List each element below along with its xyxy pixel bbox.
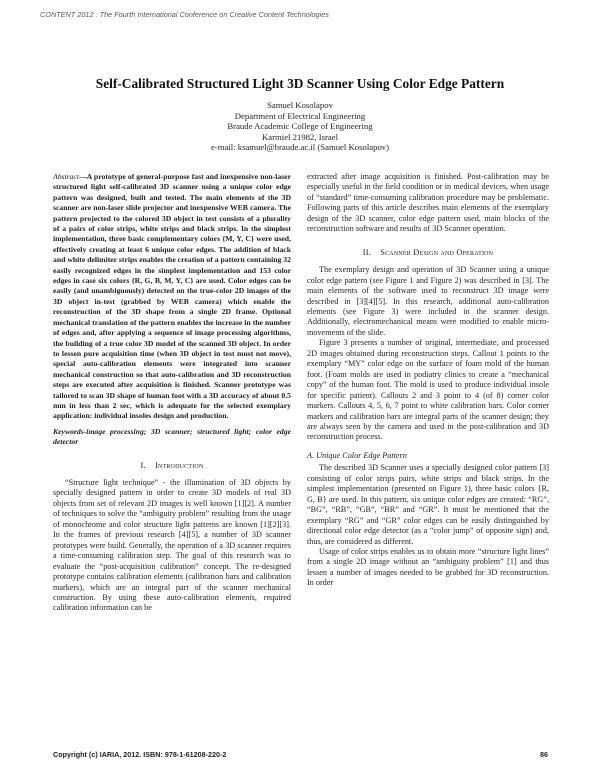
author-college: Braude Academic College of Engineering xyxy=(227,121,373,132)
paper-title: Self-Calibrated Structured Light 3D Scanner Using Color Edge Pattern xyxy=(95,76,505,91)
keywords: Keywords-image processing; 3D scanner; structured light; color edge detector xyxy=(53,426,291,447)
page-number: 86 xyxy=(540,750,548,759)
scanner-paragraph-1: The exemplary design and operation of 3D Scanner using a unique color edge pattern (see Figure 1 and Figure 2) was described in [3]. The main elements of the software used to reconstruct 3D image were described in [3][4][5]. In this research, additional auto-calibration elements (see Figure 3) were included in the scanner design. Additionally, electromechanical means were modified to enable micro-movements of the slide. xyxy=(307,265,549,337)
section-number: II. xyxy=(362,247,372,257)
abstract-lead: Abstract xyxy=(53,172,80,181)
author-department: Department of Electrical Engineering xyxy=(234,110,366,121)
subsection-heading-color-edge: A. Unique Color Edge Pattern xyxy=(307,450,407,460)
right-column xyxy=(307,172,549,589)
abstract-text: —A prototype of general-purpose fast and inexpensive non-laser structured light self-calibrated 3D scanner using a unique color edge pattern was designed, built and tested. The main elements of the 3D scanner are non-laser slide projector and inexpensive WEB camera. The pattern projected to the colored 3D object in test consists of a plurality of a pairs of color strips, white strips and black strips. In the simplest implementation, three basic complementary colors {M, Y, C} were used, effectively creating at least 6 unique color edges. The addition of black and white delimiter strips enables the creation of a pattern containing 32 easily recognized edges in the simplest implementation and 153 color edges in case six colors {R, G, B, M, Y, C} are used. Color edges can be easily (and unambiguously) detected on the true-color 2D images of the 3D object in-test (grabbed by WEB camera) which enable the reconstruction of the 3D shape from a single 2D frame. Optional mechanical translation of the pattern enables the increase in the number of edges and, after applying a sequence of image processing algorithms, the building of a true color 3D model of the scanned 3D object. In order to lessen pure acquisition time (when 3D object in test must not move), special auto-calibration elements were integrated into scanner mechanical construction so that auto-calibration and 3D reconstruction steps are executed after acquisition is finished. Scanner prototype was tailored to scan 3D shape of human foot with a 3D accuracy of about 0.5 mm in less than 2 sec, which is adequate for the selected exemplary application: individual insoles design and production. xyxy=(53,172,291,421)
section-heading-scanner-design xyxy=(307,248,549,258)
intro-continuation: extracted after image acquisition is finished. Post-calibration may be especially useful in the field condition or in medical devices, when usage of “standard” time-consuming calibration procedure may be problematic. Following parts of this article describes main elements of the exemplary design of the 3D scanner, color edge pattern used, main blocks of the reconstruction software and results of 3D Scanner operation. xyxy=(307,172,549,234)
scanner-paragraph-2: Figure 3 presents a number of original, intermediate, and processed 2D images obtained during reconstruction steps. Callout 1 points to the exemplary “MY” color edge on the surface of foam mold of the human foot. (Foam molds are used in podiatry clinics to create a “mechanical copy” of the human foot. The mold is used to produce individual insole for specific patient). Callouts 2 and 3 point to 4 (of 8) corner color markers. Callouts 4, 5, 6, 7 point to white calibration bars. Color corner markers and calibration bars are integral parts of the scanner design; they are always seen by the camera and used in the post-calibration and 3D reconstruction process. xyxy=(307,338,549,442)
author-email: e-mail: ksamuel@braude.ac.il (Samuel Kosolapov) xyxy=(210,142,390,153)
left-column xyxy=(53,172,291,614)
section-heading-introduction xyxy=(53,461,291,471)
section-number: I. xyxy=(140,460,146,470)
color-edge-paragraph-2: Usage of color strips enables us to obtain more “structure light lines” from a single 2D image without an “ambiguity problem” [1] and thus lessen a number of images needed to be grabbed for 3D reconstruction. In order xyxy=(307,546,549,588)
author-block xyxy=(0,100,600,153)
abstract xyxy=(53,172,291,422)
running-header: CONTENT 2012 : The Fourth International Conference on Creative Content Technologies xyxy=(40,10,329,19)
section-title: Introduction xyxy=(154,460,204,470)
footer-copyright: Copyright (c) IARIA, 2012. ISBN: 978-1-61208-220-2 xyxy=(53,750,227,759)
author-address: Karmiel 21982, Israel xyxy=(262,131,338,142)
intro-paragraph: “Structure light technique” - the illumination of 3D objects by specially designed pattern in order to create 3D models of real 3D objects from set of relevant 2D images is well known [1][2]. A number of techniques to solve the “ambiguity problem” resulting from the usage of monochrome and color structure light patterns are known [1][2][3]. In the frames of previous research [4][5], a number of 3D scanner prototypes were build. Generally, the operation of a 3D scanner requires a time-consuming calibration step. The goal of this research was to evaluate the “post-acquisition calibration” concept. The re-designed prototype contains calibration elements (calibration bars and calibration markers), which are an integral part of the scanner mechanical construction. By using these auto-calibration elements, required calibration information can be xyxy=(53,478,291,613)
author-name: Samuel Kosolapov xyxy=(267,100,333,110)
section-title: Scanner Design and Operation xyxy=(380,247,494,257)
color-edge-paragraph-1: The described 3D Scanner uses a specially designed color pattern [3] consisting of color strips pairs, white strips and black strips. In the simplest implementation (presented on Figure 1), three basic colors {R, G, B} are used. In this pattern, six unique color edges are created: “RG”, “BG”, “RB”, “GB”, “BR” and “GR”. It must be mentioned that the exemplary “RG” and “GR” color edges can be easily distinguished by directional color edge detector (as a “color jump” of opposite sign) and, thus, are considered as different. xyxy=(307,463,549,546)
